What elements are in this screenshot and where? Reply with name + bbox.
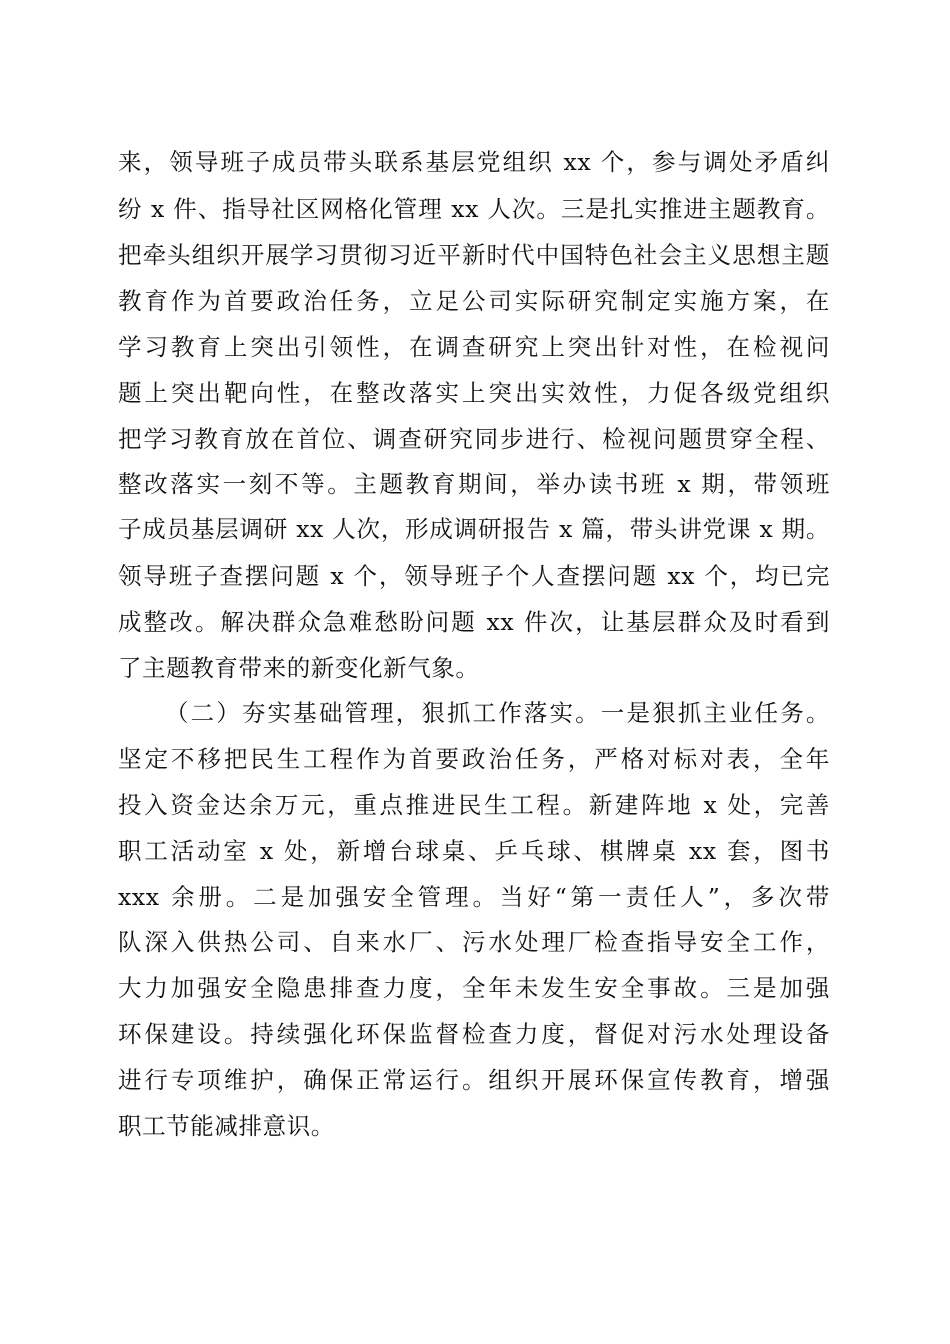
paragraph-line: 投入资金达余万元，重点推进民生工程。新建阵地 x 处，完善 bbox=[118, 791, 830, 819]
paragraph-line: 来，领导班子成员带头联系基层党组织 xx 个，参与调处矛盾纠 bbox=[118, 148, 830, 176]
paragraph-line: 职工活动室 x 处，新增台球桌、乒乓球、棋牌桌 xx 套，图书 bbox=[118, 837, 830, 865]
paragraph-line: 教育作为首要政治任务，立足公司实际研究制定实施方案，在 bbox=[118, 287, 830, 315]
paragraph-line: 学习教育上突出引领性，在调查研究上突出针对性，在检视问 bbox=[118, 333, 830, 361]
paragraph-line: 了主题教育带来的新变化新气象。 bbox=[118, 654, 480, 682]
paragraph-line: 职工节能减排意识。 bbox=[118, 1112, 335, 1140]
paragraph-line: 把学习教育放在首位、调查研究同步进行、检视问题贯穿全程、 bbox=[118, 425, 830, 453]
paragraph-line: 题上突出靶向性，在整改落实上突出实效性，力促各级党组织 bbox=[118, 379, 830, 407]
paragraph-line: 环保建设。持续强化环保监督检查力度，督促对污水处理设备 bbox=[118, 1020, 830, 1048]
paragraph-line: 进行专项维护，确保正常运行。组织开展环保宣传教育，增强 bbox=[118, 1066, 830, 1094]
paragraph-line: 子成员基层调研 xx 人次，形成调研报告 x 篇，带头讲党课 x 期。 bbox=[118, 515, 830, 543]
paragraph-line: 大力加强安全隐患排查力度，全年未发生安全事故。三是加强 bbox=[118, 974, 830, 1002]
paragraph-line: 领导班子查摆问题 x 个，领导班子个人查摆问题 xx 个，均已完 bbox=[118, 562, 830, 590]
paragraph-line: 坚定不移把民生工程作为首要政治任务，严格对标对表，全年 bbox=[118, 745, 830, 773]
paragraph-line: 纷 x 件、指导社区网格化管理 xx 人次。三是扎实推进主题教育。 bbox=[118, 195, 830, 223]
paragraph-line: 队深入供热公司、自来水厂、污水处理厂检查指导安全工作， bbox=[118, 928, 830, 956]
paragraph-line: 成整改。解决群众急难愁盼问题 xx 件次，让基层群众及时看到 bbox=[118, 608, 830, 636]
paragraph-line: 把牵头组织开展学习贯彻习近平新时代中国特色社会主义思想主题 bbox=[118, 241, 830, 269]
section-heading-line: （二）夯实基础管理，狠抓工作落实。一是狠抓主业任务。 bbox=[165, 699, 830, 727]
paragraph-line: 整改落实一刻不等。主题教育期间，举办读书班 x 期，带领班 bbox=[118, 470, 830, 498]
paragraph-line: xxx 余册。二是加强安全管理。当好“第一责任人”，多次带 bbox=[118, 883, 830, 911]
